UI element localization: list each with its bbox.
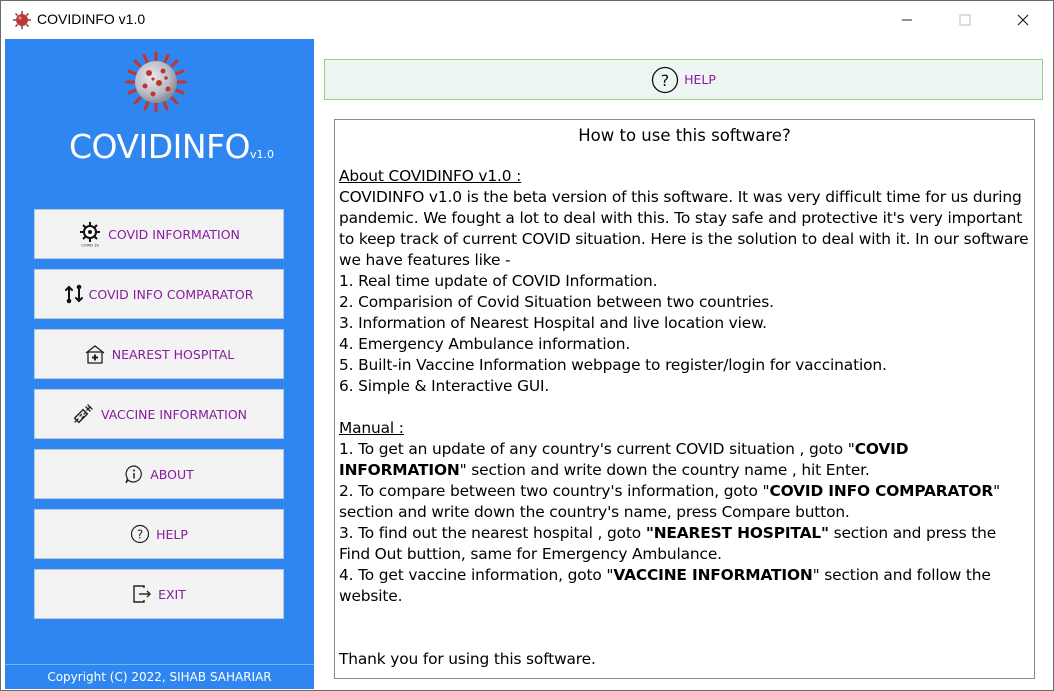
manual-text: " section and write down the country's name, press Compare button. — [339, 482, 1000, 521]
manual-bold: VACCINE INFORMATION — [613, 566, 813, 584]
help-bar-label: HELP — [684, 72, 716, 87]
covid19-badge-text: COVID 19 — [81, 243, 99, 247]
manual-text: " section and write down the country name , hit Enter. — [459, 461, 870, 479]
covid-info-comparator-button[interactable] — [34, 269, 284, 319]
sidebar — [5, 39, 314, 688]
svg-text:?: ? — [136, 527, 144, 542]
manual-item — [339, 565, 1031, 607]
main-panel — [314, 39, 1053, 690]
nearest-hospital-label: NEAREST HOSPITAL — [111, 346, 235, 362]
help-content-box — [334, 119, 1035, 679]
maximize-icon — [959, 14, 971, 26]
brand-title — [69, 127, 274, 166]
manual-item — [339, 439, 1031, 481]
help-title: How to use this software? — [578, 126, 791, 145]
covid-information-button[interactable] — [34, 209, 284, 259]
vaccine-information-label: VACCINE INFORMATION — [100, 406, 248, 422]
help-text — [339, 166, 1031, 670]
compare-arrows-icon — [65, 284, 83, 304]
feature-item: 2. Comparision of Covid Situation between two countries. — [339, 293, 774, 311]
virus-logo-icon — [123, 49, 189, 115]
title-bar — [1, 1, 1053, 39]
manual-text: section and press the Find Out buttion, same for Emergency Ambulance. — [339, 524, 997, 563]
exit-button[interactable] — [34, 569, 284, 619]
close-button[interactable] — [994, 1, 1052, 39]
virus-app-icon — [12, 10, 32, 30]
feature-item: 3. Information of Nearest Hospital and live location view. — [339, 314, 767, 332]
manual-text: 3. To find out the nearest hospital , goto — [339, 524, 646, 542]
info-icon — [124, 464, 144, 484]
exit-label: EXIT — [158, 586, 186, 602]
help-sidebar-label: HELP — [156, 526, 188, 542]
syringe-icon — [71, 402, 95, 426]
about-button[interactable] — [34, 449, 284, 499]
copyright-text: Copyright (C) 2022, SIHAB SAHARIAR — [5, 664, 314, 689]
feature-item: 6. Simple & Interactive GUI. — [339, 377, 550, 395]
manual-item — [339, 523, 1031, 565]
help-bar-button[interactable] — [324, 59, 1043, 100]
manual-heading: Manual : — [339, 419, 404, 437]
covid-information-label: COVID INFORMATION — [108, 226, 240, 242]
hospital-icon — [84, 344, 106, 364]
manual-bold: COVID INFO COMPARATOR — [769, 482, 994, 500]
about-heading: About COVIDINFO v1.0 : — [339, 167, 522, 185]
window-title: COVIDINFO v1.0 — [37, 11, 146, 27]
nearest-hospital-button[interactable] — [34, 329, 284, 379]
about-paragraph: COVIDINFO v1.0 is the beta version of this software. It was very difficult time for us during pandemic. We fought a lot to deal with this. To stay safe and protective it's very important to keep track of current COVID situation. Here is the solution to deal with it. In our software we have features like - — [339, 188, 1029, 269]
maximize-button[interactable] — [936, 1, 994, 39]
svg-text:?: ? — [660, 70, 670, 90]
feature-item: 5. Built-in Vaccine Information webpage to register/login for vaccination. — [339, 356, 887, 374]
vaccine-information-button[interactable] — [34, 389, 284, 439]
about-label: ABOUT — [150, 466, 194, 482]
minimize-icon — [901, 14, 913, 26]
covid-info-comparator-label: COVID INFO COMPARATOR — [88, 286, 254, 302]
feature-item: 1. Real time update of COVID Information. — [339, 272, 658, 290]
brand-version: v1.0 — [250, 148, 275, 161]
manual-text: " section and follow the website. — [339, 566, 991, 605]
thanks-text: Thank you for using this software. — [339, 650, 596, 668]
exit-icon — [132, 584, 152, 604]
close-icon — [1017, 14, 1029, 26]
manual-item — [339, 481, 1031, 523]
question-icon — [651, 66, 679, 94]
manual-text: 1. To get an update of any country's current COVID situation , goto " — [339, 440, 855, 458]
help-sidebar-button[interactable] — [34, 509, 284, 559]
manual-bold: "NEAREST HOSPITAL" — [645, 524, 829, 542]
feature-item: 4. Emergency Ambulance information. — [339, 335, 631, 353]
manual-text: 2. To compare between two country's information, goto " — [339, 482, 770, 500]
manual-text: 4. To get vaccine information, goto " — [339, 566, 614, 584]
brand-name: COVIDINFO — [69, 127, 251, 166]
minimize-button[interactable] — [878, 1, 936, 39]
manual-bold: COVID INFORMATION — [339, 440, 909, 479]
question-icon — [130, 524, 150, 544]
spacer — [339, 397, 1031, 418]
virus-gear-icon — [78, 221, 102, 247]
spacer — [339, 607, 1031, 649]
